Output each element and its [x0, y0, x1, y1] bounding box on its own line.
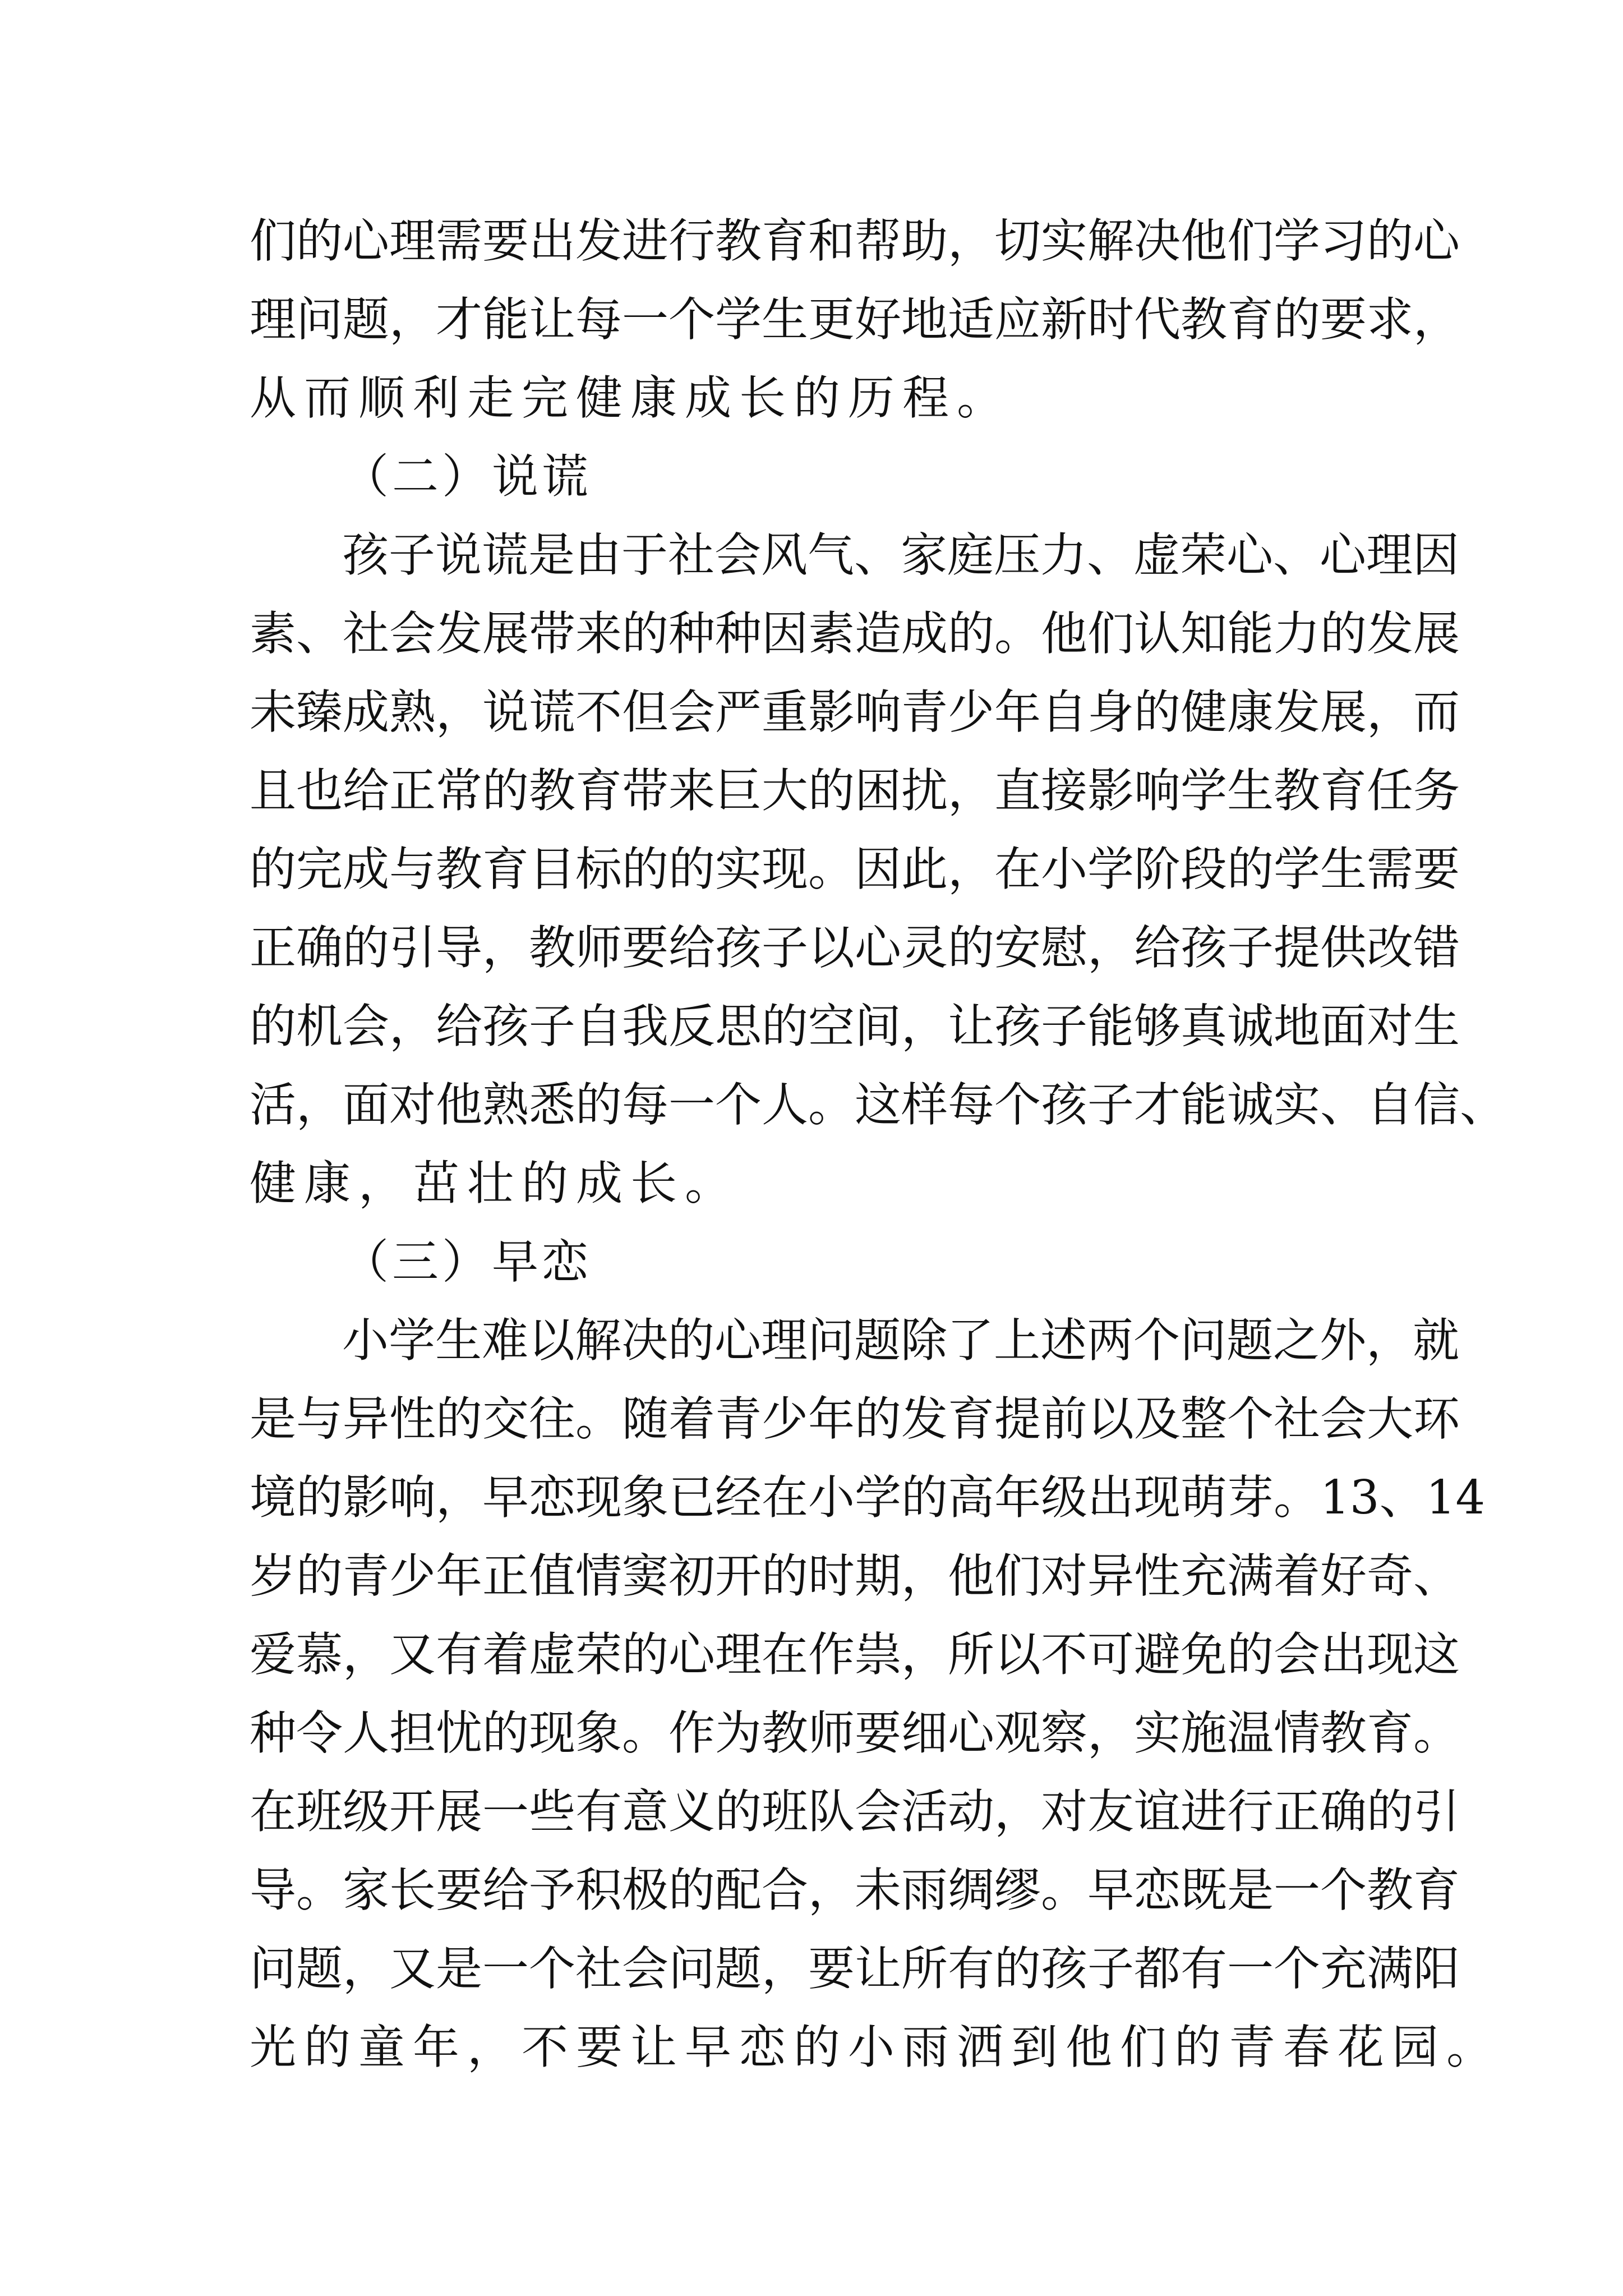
- text-line: 理问题，才能让每一个学生更好地适应新时代教育的要求，: [250, 292, 1460, 347]
- text-line: 境的影响，早恋现象已经在小学的高年级出现萌芽。13、14: [250, 1470, 1486, 1525]
- text-line: 在班级开展一些有意义的班队会活动，对友谊进行正确的引: [250, 1784, 1460, 1839]
- paragraph-first-line: 孩子说谎是由于社会风气、家庭压力、虚荣心、心理因: [342, 528, 1459, 582]
- text-line: 爱慕，又有着虚荣的心理在作祟，所以不可避免的会出现这: [250, 1627, 1460, 1682]
- text-line: 的完成与教育目标的的实现。因此，在小学阶段的学生需要: [250, 842, 1460, 896]
- text-line: 且也给正常的教育带来巨大的困扰，直接影响学生教育任务: [250, 763, 1460, 818]
- text-line: 岁的青少年正值情窦初开的时期，他们对异性充满着好奇、: [250, 1549, 1460, 1603]
- text-line: 光的童年，不要让早恋的小雨洒到他们的青春花园。: [250, 2020, 1501, 2074]
- paragraph-first-line: 小学生难以解决的心理问题除了上述两个问题之外，就: [342, 1313, 1459, 1368]
- section-heading-early-love: （三）早恋: [342, 1235, 592, 1289]
- text-line: 活，面对他熟悉的每一个人。这样每个孩子才能诚实、自信、: [250, 1078, 1506, 1132]
- text-line: 种令人担忧的现象。作为教师要细心观察，实施温情教育。: [250, 1706, 1460, 1760]
- text-line: 是与异性的交往。随着青少年的发育提前以及整个社会大环: [250, 1392, 1460, 1446]
- text-line: 的机会，给孩子自我反思的空间，让孩子能够真诚地面对生: [250, 999, 1460, 1053]
- text-line: 从而顺利走完健康成长的历程。: [250, 371, 1011, 425]
- text-line: 未臻成熟，说谎不但会严重影响青少年自身的健康发展，而: [250, 685, 1460, 739]
- text-line: 健康，茁壮的成长。: [250, 1156, 739, 1211]
- text-line: 问题，又是一个社会问题，要让所有的孩子都有一个充满阳: [250, 1941, 1460, 1996]
- section-heading-lying: （二）说谎: [342, 449, 592, 504]
- text-line: 们的心理需要出发进行教育和帮助，切实解决他们学习的心: [250, 214, 1460, 268]
- text-line: 导。家长要给予积极的配合，未雨绸缪。早恋既是一个教育: [250, 1863, 1460, 1917]
- text-line: 素、社会发展带来的种种因素造成的。他们认知能力的发展: [250, 606, 1460, 661]
- text-line: 正确的引导，教师要给孩子以心灵的安慰，给孩子提供改错: [250, 921, 1460, 975]
